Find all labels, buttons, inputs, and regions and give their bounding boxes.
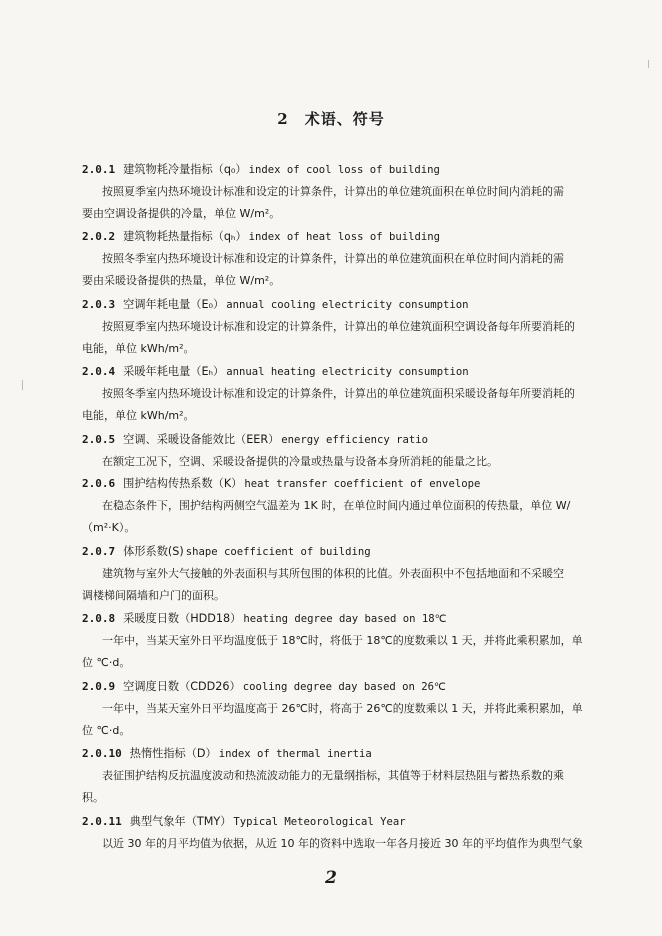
term-definition-line: 表征围护结构反抗温度波动和热流波动能力的无量纲指标，其值等于材料层热阻与蓄热系数的乘 (102, 769, 564, 782)
term-english-name: index of cool loss of building (248, 164, 440, 176)
term-definition-line: 位 ℃·d。 (82, 724, 131, 737)
term-definition-line: 电能，单位 kWh/m²。 (82, 342, 195, 355)
term-definition-line: 要由采暖设备提供的热量，单位 W/m²。 (82, 274, 281, 287)
term-definition-line: 电能，单位 kWh/m²。 (82, 409, 195, 422)
page-number: 2 (325, 868, 337, 888)
term-definition-line: 一年中，当某天室外日平均温度高于 26℃时，将高于 26℃的度数乘以 1 天，并将此乘积累加，单 (102, 702, 583, 715)
term-definition-line: 积。 (82, 791, 104, 804)
term-chinese-name: 空调度日数（CDD26） (123, 680, 241, 693)
term-english-name: shape coefficient of building (185, 546, 371, 558)
term-definition-line: （m²·K）。 (82, 521, 136, 534)
term-number: 2.0.10 (82, 747, 122, 760)
term-heading (82, 162, 622, 178)
term-definition-line: 按照夏季室内热环境设计标准和设定的计算条件，计算出的单位建筑面积在单位时间内消耗的需 (102, 185, 564, 198)
term-definition-line: 在稳态条件下，围护结构两侧空气温差为 1K 时，在单位时间内通过单位面积的传热量，单位 W/ (102, 499, 571, 512)
term-heading (82, 432, 622, 448)
term-chinese-name: 空调年耗电量（E₀） (123, 298, 225, 311)
chapter-title: 2 术语、符号 (277, 110, 385, 128)
term-definition-line: 以近 30 年的月平均值为依据，从近 10 年的资料中选取一年各月接近 30 年的平均值作为典型气象 (102, 837, 583, 850)
term-definition-line: 按照冬季室内热环境设计标准和设定的计算条件，计算出的单位建筑面积在单位时间内消耗的需 (102, 252, 564, 265)
term-chinese-name: 围护结构传热系数（K） (123, 477, 243, 490)
term-definition-line: 位 ℃·d。 (82, 656, 131, 669)
term-definition-line: 一年中，当某天室外日平均温度低于 18℃时，将低于 18℃的度数乘以 1 天，并将此乘积累加，单 (102, 634, 583, 647)
term-english-name: heating degree day based on 18℃ (243, 613, 447, 625)
term-definition-line: 按照夏季室内热环境设计标准和设定的计算条件，计算出的单位建筑面积空调设备每年所要消耗的 (102, 320, 575, 333)
term-number: 2.0.7 (82, 545, 116, 558)
term-chinese-name: 体形系数(S) (123, 545, 184, 558)
term-heading (82, 611, 622, 627)
term-chinese-name: 建筑物耗热量指标（qₕ） (123, 230, 247, 243)
term-number: 2.0.8 (82, 612, 116, 625)
term-english-name: Typical Meteorological Year (233, 816, 406, 828)
term-number: 2.0.5 (82, 433, 116, 446)
term-chinese-name: 建筑物耗冷量指标（q₀） (123, 163, 247, 176)
term-number: 2.0.6 (82, 477, 116, 490)
term-english-name: cooling degree day based on 26℃ (242, 681, 446, 693)
term-definition-line: 按照冬季室内热环境设计标准和设定的计算条件，计算出的单位建筑面积采暖设备每年所要消耗的 (102, 387, 575, 400)
term-chinese-name: 采暖年耗电量（Eₕ） (123, 365, 225, 378)
term-number: 2.0.1 (82, 163, 116, 176)
term-number: 2.0.4 (82, 365, 116, 378)
term-chinese-name: 热惰性指标（D） (129, 747, 217, 760)
term-heading (82, 364, 622, 380)
term-english-name: index of thermal inertia (218, 748, 372, 760)
term-chinese-name: 典型气象年（TMY） (129, 815, 232, 828)
term-english-name: index of heat loss of building (248, 231, 440, 243)
term-heading (82, 297, 622, 313)
term-heading (82, 679, 622, 695)
term-number: 2.0.2 (82, 230, 116, 243)
term-english-name: annual heating electricity consumption (226, 366, 469, 378)
term-number: 2.0.11 (82, 815, 122, 828)
term-heading (82, 746, 622, 762)
term-definition-line: 调楼梯间隔墙和户门的面积。 (82, 589, 225, 602)
term-definition-line: 建筑物与室外大气接触的外表面积与其所包围的体积的比值。外表面积中不包括地面和不采暖空 (102, 567, 564, 580)
term-definition-line: 要由空调设备提供的冷量，单位 W/m²。 (82, 207, 281, 220)
term-heading (82, 476, 622, 492)
term-definition-line: 在额定工况下，空调、采暖设备提供的冷量或热量与设备本身所消耗的能量之比。 (102, 455, 498, 468)
margin-mark (22, 380, 23, 390)
term-heading (82, 544, 622, 560)
term-number: 2.0.9 (82, 680, 116, 693)
margin-mark (648, 60, 649, 68)
term-english-name: heat transfer coefficient of envelope (244, 478, 481, 490)
term-heading (82, 814, 622, 830)
term-heading (82, 229, 622, 245)
term-english-name: annual cooling electricity consumption (226, 299, 469, 311)
term-number: 2.0.3 (82, 298, 116, 311)
term-chinese-name: 空调、采暖设备能效比（EER） (123, 433, 280, 446)
term-chinese-name: 采暖度日数（HDD18） (123, 612, 242, 625)
term-english-name: energy efficiency ratio (281, 434, 428, 446)
